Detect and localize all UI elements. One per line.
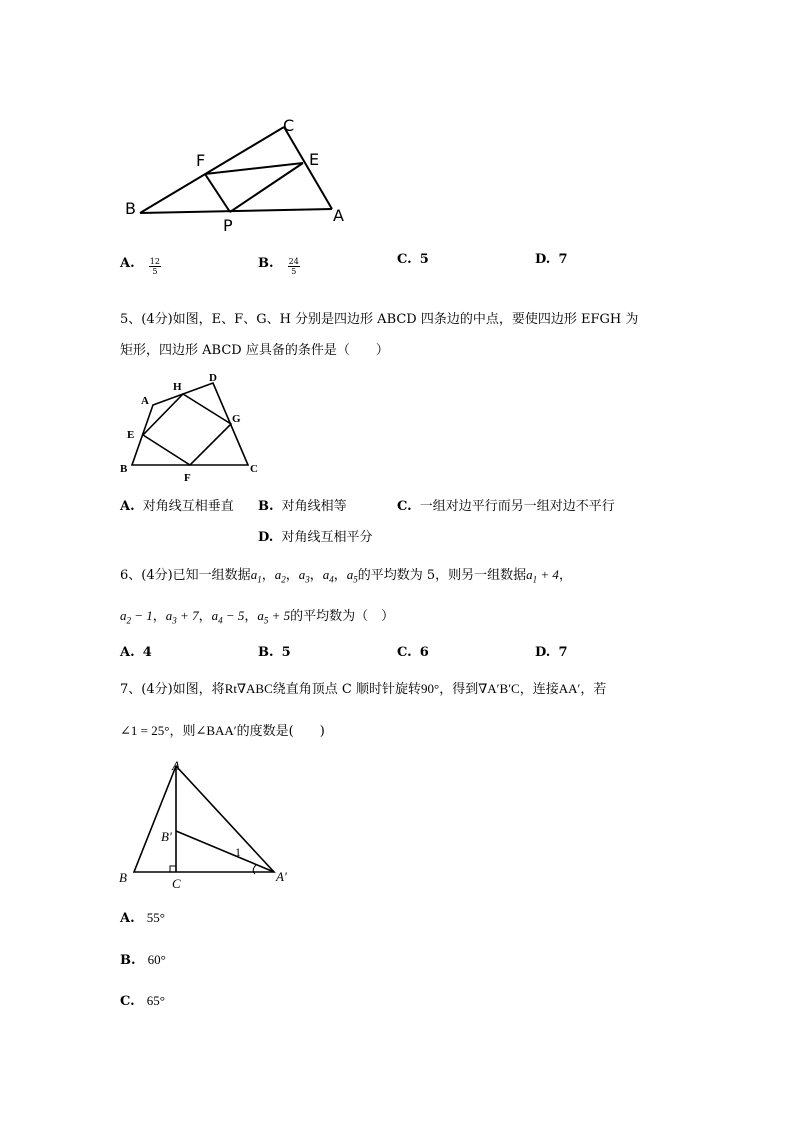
label-B: B <box>125 199 136 218</box>
option-label: D. <box>535 645 551 660</box>
label-B: B <box>120 463 128 475</box>
q4-option-b[interactable] <box>258 251 300 276</box>
q7-stem-line2 <box>120 721 325 742</box>
label-G: G <box>232 413 241 425</box>
q7-figure <box>110 752 310 897</box>
fraction-numerator: 24 <box>288 257 299 266</box>
option-value: 55° <box>146 910 165 925</box>
label-A: A <box>141 395 149 407</box>
q5-option-d[interactable] <box>258 529 373 547</box>
q5-option-b[interactable] <box>258 498 347 516</box>
option-value: 7 <box>558 645 568 660</box>
option-text: 对角线相等 <box>281 499 347 514</box>
q6-option-a[interactable] <box>120 644 152 662</box>
label-E: E <box>127 429 135 441</box>
q7-text-mid-2: ，则 <box>169 724 196 739</box>
option-text: 对角线互相垂直 <box>142 499 234 514</box>
q7-option-c[interactable] <box>120 992 165 1011</box>
q7-text-mid: 绕直角顶点 C 顺时针旋转 <box>272 682 421 697</box>
label-D: D <box>209 372 217 384</box>
segment-CA <box>284 127 332 209</box>
label-F: F <box>184 472 191 484</box>
option-label: B. <box>258 645 274 660</box>
option-value: 6 <box>419 645 429 660</box>
q5-option-a[interactable] <box>120 498 234 516</box>
q7-option-a[interactable] <box>120 909 165 928</box>
q6-text-suffix: 的平均数为（ ） <box>290 609 395 624</box>
label-A: A <box>172 758 180 773</box>
segment-FP <box>205 174 230 212</box>
option-text: 一组对边平行而另一组对边不平行 <box>419 499 615 514</box>
option-value: 60° <box>147 952 166 967</box>
q5-figure <box>110 368 270 486</box>
label-E: E <box>309 150 320 169</box>
q7-text-mid3: ，连接 <box>519 682 559 697</box>
q6-option-d[interactable] <box>535 644 568 662</box>
right-angle-mark <box>170 866 176 872</box>
q6-text-middle: 的平均数为 5，则另一组数据 <box>357 568 527 583</box>
option-label: D. <box>535 252 551 267</box>
math-a4-minus-5: $a_4 - 5$ <box>211 608 245 626</box>
fraction-denominator: 5 <box>152 267 158 276</box>
fraction <box>288 257 300 276</box>
option-label: C. <box>120 994 135 1009</box>
q7-text-mid2: ，得到 <box>439 682 479 697</box>
math-a5: $a_5$ <box>346 567 358 585</box>
math-a5-plus-5: $a_5 + 5$ <box>257 608 291 626</box>
option-label: B. <box>120 953 136 968</box>
q7-text-end: ，若 <box>580 682 607 697</box>
option-label: C. <box>397 645 412 660</box>
math-angle-baa: ∠BAA′ <box>195 723 237 738</box>
label-C: C <box>283 116 295 135</box>
label-B-prime: B′ <box>161 829 172 844</box>
fraction <box>149 257 161 276</box>
option-label: A. <box>120 911 135 926</box>
triangle-ABA1 <box>134 766 274 872</box>
option-label: C. <box>397 499 412 514</box>
option-label: A. <box>120 645 135 660</box>
math-a3-plus-7: $a_3 + 7$ <box>165 608 199 626</box>
q6-option-b[interactable] <box>258 644 291 662</box>
q7-option-b[interactable] <box>120 951 166 970</box>
q6-stem-line1: 6、(4分)已知一组数据$a_1$，$a_2$，$a_3$，$a_4$，$a_5$的平均数为 5，则另一组数据$a_1 + 4$， <box>120 567 572 585</box>
q5-option-c[interactable] <box>397 498 615 516</box>
q4-figure <box>110 110 370 240</box>
option-text: 对角线互相平分 <box>281 530 373 545</box>
segment-B1A1 <box>176 831 274 872</box>
q4-option-a[interactable] <box>120 251 161 276</box>
label-P: P <box>223 216 233 235</box>
q5-stem-line1: 5、(4分)如图，E、F、G、H 分别是四边形 ABCD 四条边的中点，要使四边形 EFGH 为 <box>120 312 639 327</box>
option-value: 7 <box>558 252 568 267</box>
math-a4: $a_4$ <box>322 567 334 585</box>
option-label: C. <box>397 252 412 267</box>
option-label: D. <box>258 530 274 545</box>
math-a2-minus-1: $a_2 - 1$ <box>120 608 153 626</box>
option-label: A. <box>120 499 135 514</box>
q7-text-end-2: 的度数是( ) <box>236 724 325 739</box>
math-angle-1: ∠1 = 25° <box>120 723 170 738</box>
fraction-numerator: 12 <box>149 257 160 266</box>
q7-stem-line1 <box>120 679 606 700</box>
option-value: 4 <box>142 645 152 660</box>
option-label: A. <box>120 256 135 271</box>
segment-BA <box>140 209 332 213</box>
segment-BC <box>140 127 284 213</box>
math-a3: $a_3$ <box>298 567 310 585</box>
math-rt-triangle: Rt∇ABC <box>224 681 273 696</box>
option-label: B. <box>258 499 274 514</box>
label-H: H <box>173 381 182 393</box>
label-A: A <box>333 206 344 225</box>
math-a1-plus-4: $a_1 + 4$ <box>526 567 559 585</box>
option-value: 65° <box>146 993 165 1008</box>
q4-option-c[interactable] <box>397 251 429 269</box>
q6-stem-line2: $a_2 - 1$，$a_3 + 7$，$a_4 - 5$，$a_5 + 5$的平均数为（ ） <box>120 608 395 626</box>
option-label: B. <box>258 256 274 271</box>
q5-stem-line2: 矩形，四边形 ABCD 应具备的条件是（ ） <box>120 343 389 358</box>
label-C: C <box>172 876 181 891</box>
label-F: F <box>196 151 206 170</box>
q7-text-prefix: 7、(4分)如图，将 <box>120 682 225 697</box>
label-B: B <box>119 870 127 885</box>
option-value: 5 <box>281 645 291 660</box>
q6-text-prefix: 6、(4分)已知一组数据 <box>120 568 251 583</box>
math-aa-prime: AA′ <box>558 681 581 696</box>
q6-option-c[interactable] <box>397 644 429 662</box>
option-value: 5 <box>419 252 429 267</box>
label-angle-1: 1 <box>235 845 241 859</box>
fraction-denominator: 5 <box>291 267 297 276</box>
math-a2: $a_2$ <box>274 567 286 585</box>
math-triangle-prime: ∇A′B′C <box>478 681 520 696</box>
q4-option-d[interactable] <box>535 251 568 269</box>
label-C: C <box>250 463 258 475</box>
math-a1: $a_1$ <box>250 567 262 585</box>
math-90deg: 90° <box>421 681 440 696</box>
label-A-prime: A′ <box>276 869 287 884</box>
